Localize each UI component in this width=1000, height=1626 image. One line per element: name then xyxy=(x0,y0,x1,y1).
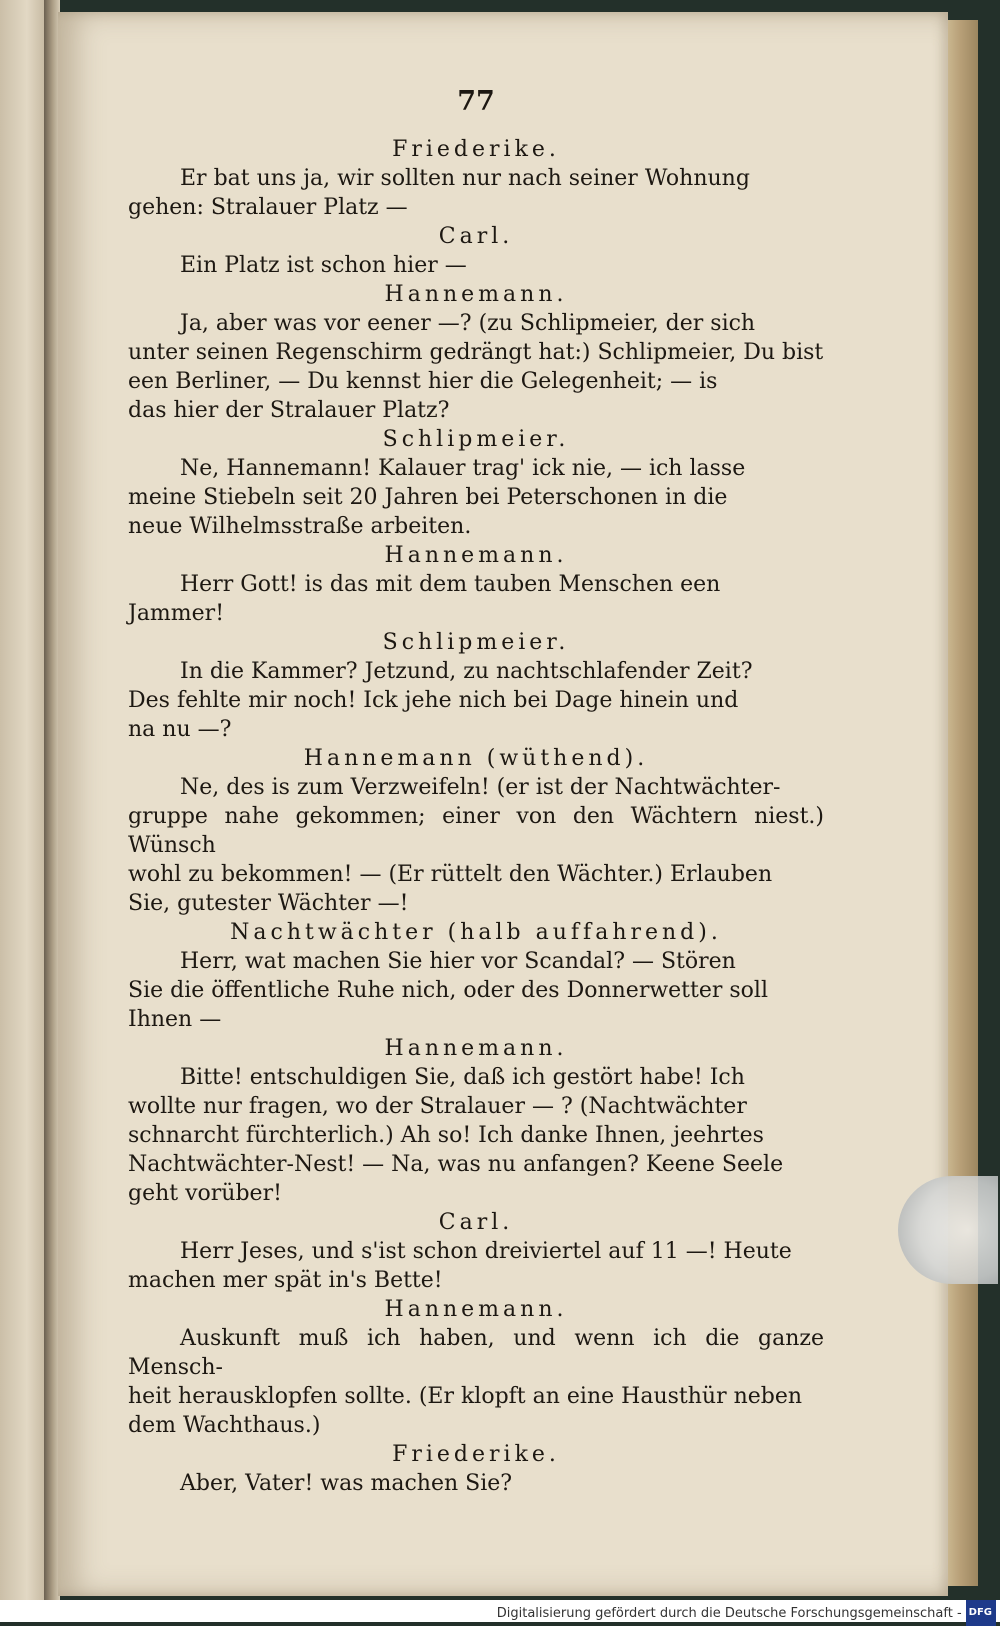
text-line: Herr Gott! is das mit dem tauben Menschen een xyxy=(180,572,721,597)
speaker-name: Schlipmeier. xyxy=(382,630,570,655)
text-line: na nu —? xyxy=(128,717,232,742)
speaker-name: Schlipmeier. xyxy=(382,427,570,452)
text-line: Jammer! xyxy=(128,601,225,626)
text-line: Ne, Hannemann! Kalauer trag' ick nie, — ich lasse xyxy=(180,456,746,481)
footer-credit: Digitalisierung gefördert durch die Deutsche Forschungsgemeinschaft - xyxy=(496,1605,962,1621)
text-line: machen mer spät in's Bette! xyxy=(128,1268,443,1293)
speaker-name: Friederike. xyxy=(392,1442,560,1467)
text-line: schnarcht fürchterlich.) Ah so! Ich danke Ihnen, jeehrtes xyxy=(128,1123,764,1148)
text-line: das hier der Stralauer Platz? xyxy=(128,398,450,423)
text-line: gruppe nahe gekommen; einer von den Wächtern niest.) Wünsch xyxy=(128,804,824,858)
text-line: Auskunft muß ich haben, und wenn ich die ganze Mensch- xyxy=(128,1326,824,1380)
text-line: wohl zu bekommen! — (Er rüttelt den Wächter.) Erlauben xyxy=(128,862,773,887)
speaker-name: Carl. xyxy=(438,224,514,249)
text-line: Ihnen — xyxy=(128,1007,222,1032)
speaker-name: Carl. xyxy=(438,1210,514,1235)
speaker-name: Hannemann (wüthend). xyxy=(303,746,649,771)
speaker-name: Hannemann. xyxy=(384,543,568,568)
speaker-name: Friederike. xyxy=(392,137,560,162)
text-line: heit herausklopfen sollte. (Er klopft an eine Hausthür neben xyxy=(128,1384,803,1409)
text-line: unter seinen Regenschirm gedrängt hat:) Schlipmeier, Du bist xyxy=(128,340,824,365)
text-line: Ja, aber was vor eener —? (zu Schlipmeier, der sich xyxy=(180,311,756,336)
page-content xyxy=(128,86,824,1498)
text-line: wollte nur fragen, wo der Stralauer — ? (Nachtwächter xyxy=(128,1094,747,1119)
text-line: een Berliner, — Du kennst hier die Gelegenheit; — is xyxy=(128,369,718,394)
text-line: In die Kammer? Jetzund, zu nachtschlafender Zeit? xyxy=(180,659,753,684)
page-stack-edge xyxy=(948,20,978,1586)
scanner-clip xyxy=(898,1176,998,1284)
dfg-logo-icon: DFG xyxy=(966,1600,996,1626)
speaker-name: Nachtwächter (halb auffahrend). xyxy=(230,920,722,945)
page-number: 77 xyxy=(457,86,495,117)
speaker-name: Hannemann. xyxy=(384,282,568,307)
text-line: Herr, wat machen Sie hier vor Scandal? — Stören xyxy=(180,949,736,974)
text-line: Nachtwächter-Nest! — Na, was nu anfangen? Keene Seele xyxy=(128,1152,784,1177)
text-line: Ein Platz ist schon hier — xyxy=(180,253,467,278)
text-line: Des fehlte mir noch! Ick jehe nich bei Dage hinein und xyxy=(128,688,739,713)
text-line: gehen: Stralauer Platz — xyxy=(128,195,408,220)
text-line: Sie die öffentliche Ruhe nich, oder des Donnerwetter soll xyxy=(128,978,768,1003)
text-line: neue Wilhelmsstraße arbeiten. xyxy=(128,514,472,539)
speaker-name: Hannemann. xyxy=(384,1297,568,1322)
text-line: Sie, gutester Wächter —! xyxy=(128,891,409,916)
text-line: meine Stiebeln seit 20 Jahren bei Peterschonen in die xyxy=(128,485,728,510)
digitization-footer xyxy=(0,1600,1000,1622)
text-line: Bitte! entschuldigen Sie, daß ich gestört habe! Ich xyxy=(180,1065,745,1090)
text-line: dem Wachthaus.) xyxy=(128,1413,321,1438)
text-line: geht vorüber! xyxy=(128,1181,282,1206)
speaker-name: Hannemann. xyxy=(384,1036,568,1061)
text-block xyxy=(128,135,824,1498)
text-line: Ne, des is zum Verzweifeln! (er ist der Nachtwächter- xyxy=(180,775,781,800)
text-line: Herr Jeses, und s'ist schon dreiviertel auf 11 —! Heute xyxy=(180,1239,792,1264)
text-line: Aber, Vater! was machen Sie? xyxy=(180,1471,513,1496)
text-line: Er bat uns ja, wir sollten nur nach seiner Wohnung xyxy=(180,166,750,191)
